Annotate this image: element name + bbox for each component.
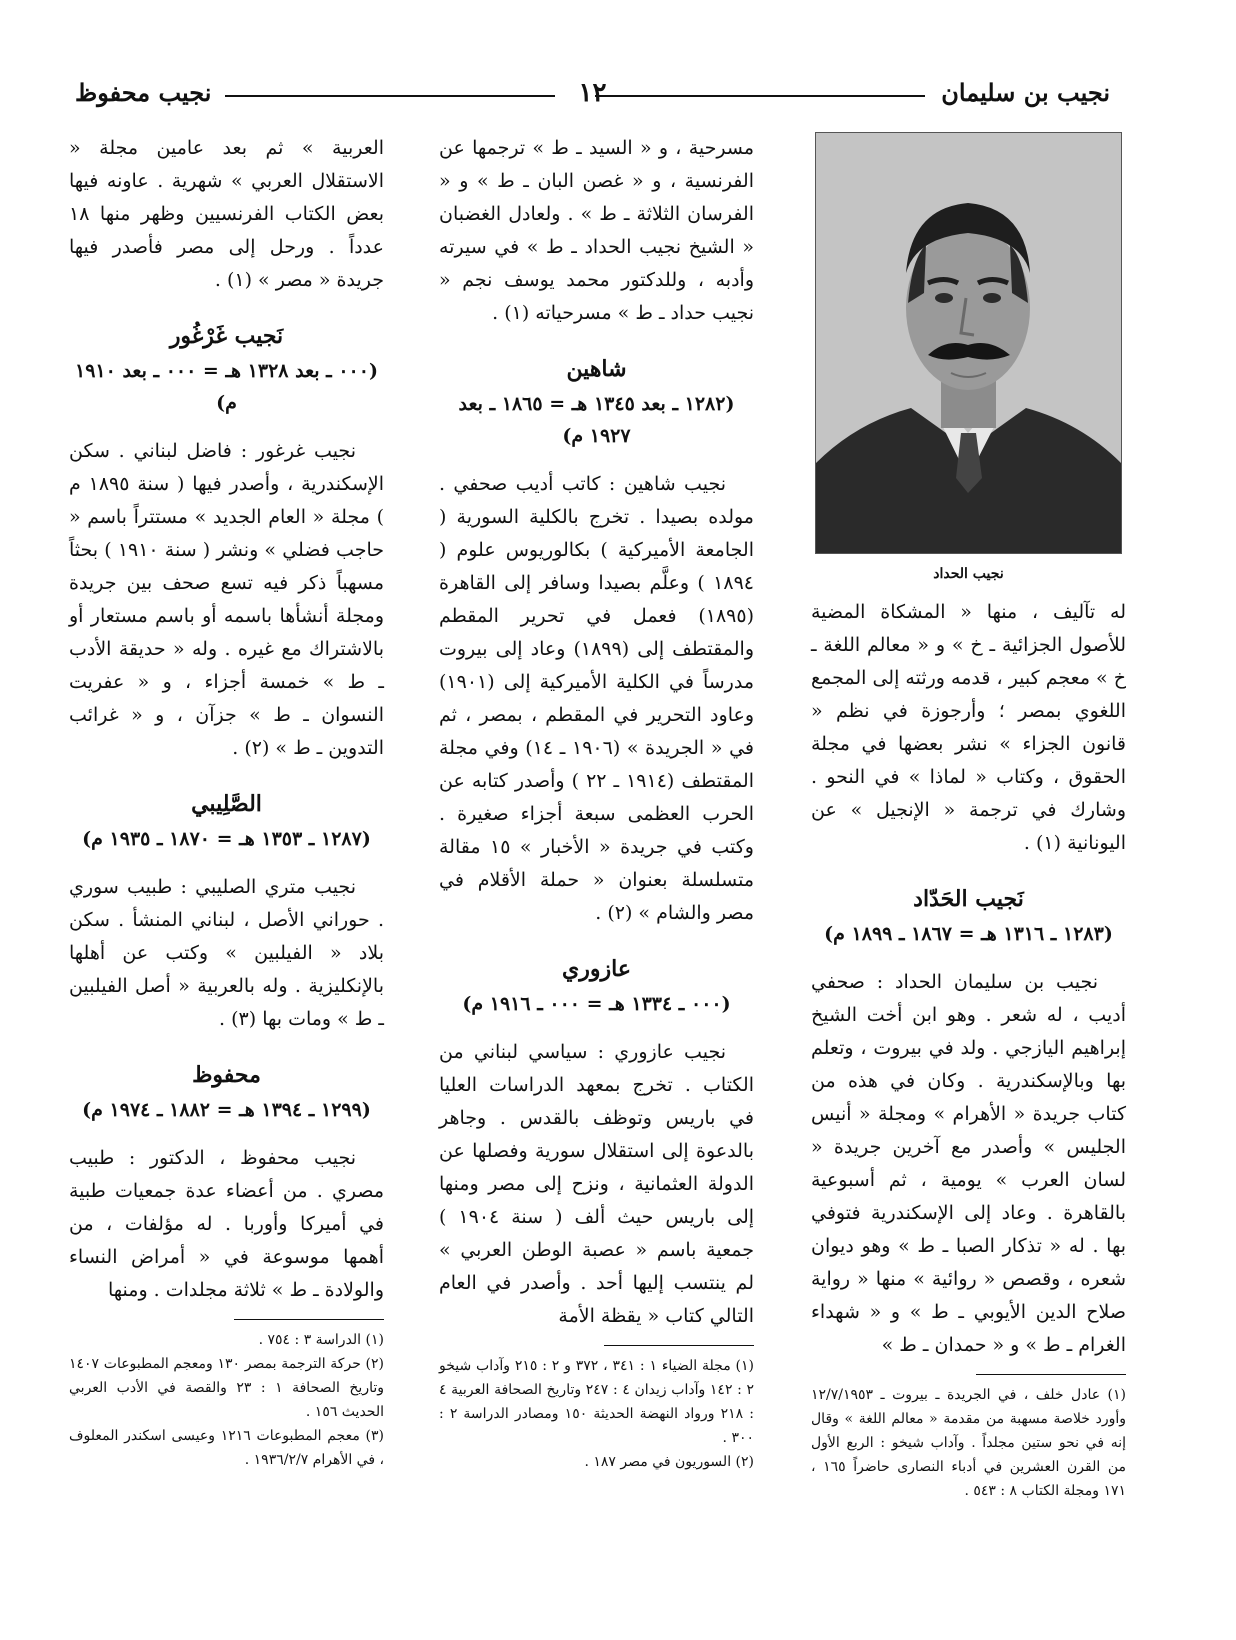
entry-title-salibi: الصَّلِيبي (191, 791, 262, 817)
running-header (75, 78, 1110, 118)
header-rule-right (595, 95, 925, 97)
entry-title-haddad: نَجيب الحَدّاد (913, 886, 1024, 912)
footnote-right: (١) عادل خلف ، في الجريدة ـ بيروت ـ ١٢/٧/١٩٥٣ وأورد خلاصة مسهبة من مقدمة « معالم اللغة » وقال إنه في نحو ستين مجلداً . وآداب شيخو : الربع الأول من القرن العشرين في أدباء النصارى حاضراً ١٦٥ ، ١٧١ ومجلة الكتاب ٨ : ٥٤٣ . (811, 1387, 1126, 1499)
page-number: ١٢ (578, 78, 607, 108)
entry-text-mahfouz: نجيب محفوظ ، الدكتور : طبيب مصري . من أعضاء عدة جمعيات طبية في أميركا وأوربا . له مؤلفات ، من أهمها موسوعة في « أمراض النساء والولادة ـ ط » ثلاثة مجلدات . ومنها (69, 1147, 384, 1301)
entry-dates-mahfouz: (١٢٩٩ ـ ١٣٩٤ هـ = ١٨٨٢ ـ ١٩٧٤ م) (82, 1099, 371, 1121)
portrait-image (816, 133, 1121, 553)
header-right-title: نجيب بن سليمان (941, 78, 1110, 107)
footnote-left-3: (٣) معجم المطبوعات ١٢١٦ وعيسى اسكندر المعلوف ، في الأهرام ١٩٣٦/٢/٧ . (69, 1428, 384, 1468)
entry-text-azouri: نجيب عازوري : سياسي لبناني من الكتاب . تخرج بمعهد الدراسات العليا في باريس وتوظف بالقدس . وجاهر بالدعوة إلى استقلال سورية وفصلها عن الدولة العثمانية ، ونزح إلى مصر ومنها إلى باريس حيث ألف ( سنة ١٩٠٤ ) جمعية باسم « عصبة الوطن العربي » لم ينتسب إليها أحد . وأصدر في العام التالي كتاب « يقظة الأمة (439, 1041, 755, 1327)
entry-text-haddad: نجيب بن سليمان الحداد : صحفي أديب ، له شعر . وهو ابن أخت الشيخ إبراهيم اليازجي . ولد في بيروت ، وتعلم بها وبالإسكندرية . وكان في هذه من كتاب جريدة « الأهرام » ومجلة « أنيس الجليس » وأصدر مع آخرين جريدة « لسان العرب » يومية ، ثم أسبوعية بالقاهرة . وعاد إلى الإسكندرية فتوفي بها . له « تذكار الصبا ـ ط » وهو ديوان شعره ، وقصص « روائية » منها « رواية صلاح الدين الأيوبي ـ ط » و « شهداء الغرام ـ ط » و « حمدان ـ ط » (811, 971, 1126, 1356)
left-column (69, 132, 384, 1472)
middle-column (439, 132, 754, 1474)
left-intro-text: العربية » ثم بعد عامين مجلة « الاستقلال العربي » شهرية . عاونه فيها بعض الكتاب الفرنسيين وظهر منها ١٨ عدداً . ورحل إلى مصر فأصدر فيها جريدة « مصر » (١) . (69, 137, 384, 291)
entry-text-salibi: نجيب متري الصليبي : طبيب سوري . حوراني الأصل ، لبناني المنشأ . سكن بلاد « الفيلبين » وكتب عن أهلها بالإنكليزية . وله بالعربية « أصل الفيلبين ـ ط » ومات بها (٣) . (69, 876, 384, 1030)
entry-title-mahfouz: محفوظ (192, 1062, 261, 1088)
middle-intro-text: مسرحية ، و « السيد ـ ط » ترجمها عن الفرنسية ، و « غصن البان ـ ط » و « الفرسان الثلاثة ـ ط » . ولعادل الغضبان « الشيخ نجيب الحداد ـ ط » في سيرته وأدبه ، وللدكتور محمد يوسف نجم « نجيب حداد ـ ط » مسرحياته (١) . (439, 137, 754, 324)
entry-dates-azouri: (٠٠٠ ـ ١٣٣٤ هـ = ٠٠٠ ـ ١٩١٦ م) (462, 993, 731, 1015)
entry-title-azouri: عازوري (562, 956, 631, 982)
entry-title-ghurghur: نَجيب غَرْغُور (169, 323, 284, 349)
entry-text-shahin: نجيب شاهين : كاتب أديب صحفي . مولده بصيدا . تخرج بالكلية السورية ( الجامعة الأميركية ) بكالوريوس علوم ( ١٨٩٤ ) وعلَّم بصيدا وسافر إلى القاهرة (١٨٩٥) فعمل في تحرير المقطم والمقتطف إلى (١٨٩٩) وعاد إلى بيروت مدرساً في الكلية الأميركية إلى (١٩٠١) وعاود التحرير في المقطم ، بمصر ، ثم في « الجريدة » (١٩٠٦ ـ ١٤) وفي مجلة المقتطف (١٩١٤ ـ ٢٢ ) وأصدر كتابه عن الحرب العظمى سبعة أجزاء صغيرة . وكتب في جريدة « الأخبار » ١٥ مقالة متسلسلة بعنوان « حملة الأقلام في مصر والشام » (٢) . (439, 473, 755, 924)
header-rule-left (225, 95, 555, 97)
entry-dates-ghurghur: (٠٠٠ ـ بعد ١٣٢٨ هـ = ٠٠٠ ـ بعد ١٩١٠ م) (75, 360, 378, 414)
footnote-left-2: (٢) حركة الترجمة بمصر ١٣٠ ومعجم المطبوعات ١٤٠٧ وتاريخ الصحافة ١ : ٢٣ والقصة في الأدب العربي الحديث ١٥٦ . (69, 1356, 384, 1420)
photo-caption: نجيب الحداد (933, 566, 1004, 582)
right-intro-text: له تآليف ، منها « المشكاة المضية للأصول الجزائية ـ خ » و « معالم اللغة ـ خ » معجم كبير ، قدمه ورثته إلى المجمع اللغوي بمصر ؛ وأرجوزة في نظم « قانون الجزاء » نشر بعضها في مجلة الحقوق ، وكتاب « لماذا » في النحو . وشارك في ترجمة « الإنجيل » عن اليونانية (١) . (811, 601, 1126, 854)
entry-text-ghurghur: نجيب غرغور : فاضل لبناني . سكن الإسكندرية ، وأصدر فيها ( سنة ١٨٩٥ م ) مجلة « العام الجديد » مستتراً باسم « حاجب فضلي » ونشر ( سنة ١٩١٠ ) بحثاً مسهباً ذكر فيه تسع صحف بين جريدة ومجلة أنشأها باسمه أو باسم مستعار أو بالاشتراك مع غيره . وله « حديقة الأدب ـ ط » خمسة أجزاء ، و « عفريت النسوان ـ ط » جزآن ، و « غرائب التدوين ـ ط » (٢) . (69, 440, 384, 759)
entry-dates-shahin: (١٢٨٢ ـ بعد ١٣٤٥ هـ = ١٨٦٥ ـ بعد ١٩٢٧ م) (458, 393, 735, 447)
footnote-rule (234, 1319, 384, 1320)
header-left-title: نجيب محفوظ (75, 78, 212, 107)
footnote-rule (604, 1345, 754, 1346)
entry-dates-haddad: (١٢٨٣ ـ ١٣١٦ هـ = ١٨٦٧ ـ ١٨٩٩ م) (824, 923, 1113, 945)
footnote-middle-2: (٢) السوريون في مصر ١٨٧ . (584, 1454, 754, 1470)
footnote-rule (976, 1374, 1126, 1375)
right-column (811, 132, 1126, 1503)
entry-dates-salibi: (١٢٨٧ ـ ١٣٥٣ هـ = ١٨٧٠ ـ ١٩٣٥ م) (82, 828, 371, 850)
footnote-middle-1: (١) مجلة الضياء ١ : ٣٤١ ، ٣٧٢ و ٢ : ٢١٥ وآداب شيخو ٢ : ١٤٢ وآداب زيدان ٤ : ٢٤٧ وتاريخ الصحافة العربية ٤ : ٢١٨ ورواد النهضة الحديثة ١٥٠ ومصادر الدراسة ٢ : ٣٠٠ . (439, 1358, 755, 1446)
footnote-left-1: (١) الدراسة ٣ : ٧٥٤ . (258, 1332, 384, 1348)
entry-title-shahin: شاهين (566, 356, 627, 382)
portrait-photo (815, 132, 1122, 554)
